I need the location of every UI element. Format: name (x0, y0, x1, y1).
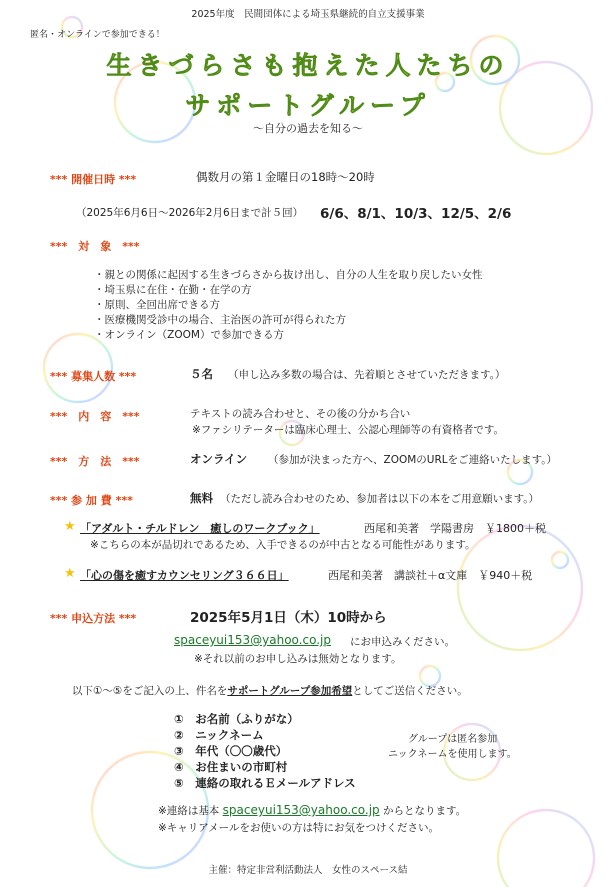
star-icon: ★ (64, 519, 76, 534)
book-info: 西尾和美著 学陽書房 ￥1800＋税 (364, 522, 546, 535)
contact-email-link[interactable]: spaceyui153@yahoo.co.jp (222, 803, 380, 817)
fee-note: （ただし読み合わせのため、参加者は以下の本をご用意願います。） (220, 493, 539, 505)
organizer: 主催：特定非営利活動法人 女性のスペース結 (208, 865, 408, 876)
side-note-line-1: グループは匿名参加 (408, 734, 498, 745)
field-item: ② ニックネーム (174, 728, 264, 742)
capacity-value: ５名 (190, 367, 213, 381)
title-line-1: 生きづらさも抱えた人たちの (106, 51, 510, 80)
schedule-dates: 6/6、8/1、10/3、12/5、2/6 (320, 206, 512, 222)
apply-label: *** 申込方法 *** (50, 612, 137, 625)
method-label: *** 方 法 *** (50, 455, 140, 468)
side-note-line-2: ニックネームを使用します。 (388, 749, 517, 760)
target-item: ・親との関係に起因する生きづらさから抜け出し、自分の人生を取り戻したい女性 (94, 269, 483, 281)
content-note: ※ファシリテーターは臨床心理士、公認心理師等の有資格者です。 (192, 424, 505, 436)
content-label: *** 内 容 *** (50, 410, 140, 423)
target-item: ・原則、全回出席できる方 (94, 299, 220, 311)
target-label: *** 対 象 *** (50, 240, 140, 253)
capacity-label: *** 募集人数 *** (50, 370, 137, 383)
method-value: オンライン (190, 452, 248, 466)
method-note: （参加が決まった方へ、ZOOMのURLをご連絡いたします。） (268, 454, 558, 466)
contact-line: ※連絡は基本 spaceyui153@yahoo.co.jp からとなります。 (158, 803, 467, 817)
book-note: ※こちらの本が品切れであるため、入手できるのが中古となる可能性があります。 (90, 539, 476, 551)
book-title: 「アダルト・チルドレン 癒しのワークブック」 (80, 522, 320, 535)
book-info: 西尾和美著 講談社＋α文庫 ￥940＋税 (328, 569, 533, 582)
fee-value: 無料 (190, 491, 213, 505)
carrier-note: ※キャリアメールをお使いの方は特にお気をつけください。 (158, 822, 439, 834)
bubble (552, 552, 568, 568)
field-item: ③ 年代（〇〇歳代） (174, 744, 288, 758)
subtitle: ～自分の過去を知る～ (253, 122, 363, 135)
field-item: ① お名前（ふりがな） (174, 712, 299, 726)
anon-note: 匿名・オンラインで参加できる！ (30, 30, 165, 40)
field-item: ⑤ 連絡の取れるＥメールアドレス (174, 776, 356, 790)
title-line-2: サポートグループ (185, 91, 431, 120)
apply-email-link[interactable]: spaceyui153@yahoo.co.jp (174, 633, 331, 647)
capacity-note: （申し込み多数の場合は、先着順とさせていただきます。） (228, 369, 506, 381)
schedule-range: （2025年6月6日～2026年2月6日まで計５回） (76, 207, 304, 219)
email-subject: サポートグループ参加希望 (227, 685, 353, 697)
apply-note: ※それ以前のお申し込みは無効となります。 (194, 653, 402, 665)
target-item: ・医療機関受診中の場合、主治医の許可が得られた方 (94, 314, 346, 326)
schedule-text: 偶数月の第１金曜日の18時～20時 (196, 170, 375, 184)
star-icon: ★ (64, 566, 76, 581)
fee-label: *** 参 加 費 *** (50, 494, 133, 507)
apply-instruction: 以下①～⑤をご記入の上、件名をサポートグループ参加希望としてご送信ください。 (72, 685, 468, 697)
target-item: ・埼玉県に在住・在勤・在学の方 (94, 284, 252, 296)
apply-date: 2025年5月1日（木）10時から (190, 610, 387, 626)
project-line: 2025年度 民間団体による埼玉県継続的自立支援事業 (191, 9, 425, 20)
apply-email-suffix: にお申込みください。 (350, 636, 455, 648)
target-item: ・オンライン（ZOOM）で参加できる方 (94, 329, 284, 341)
content-text: テキストの読み合わせと、その後の分かち合い (190, 408, 411, 420)
bubble (458, 526, 582, 650)
field-item: ④ お住まいの市町村 (174, 760, 288, 774)
book-title: 「心の傷を癒すカウンセリング３６６日」 (80, 569, 289, 582)
schedule-label: *** 開催日時 *** (50, 173, 137, 186)
